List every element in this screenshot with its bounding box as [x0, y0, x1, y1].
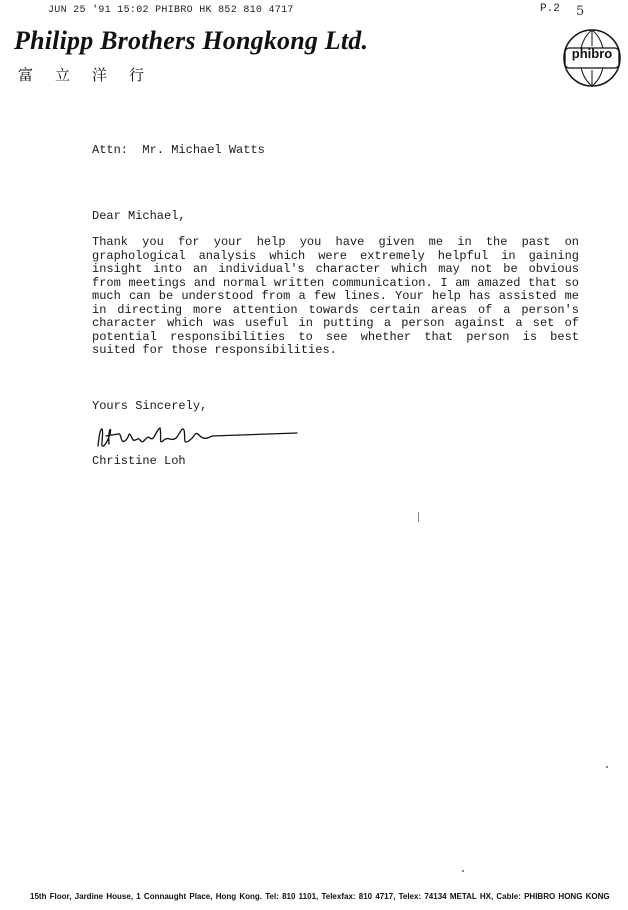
fax-header: JUN 25 '91 15:02 PHIBRO HK 852 810 4717	[48, 5, 294, 16]
signer-name: Christine Loh	[92, 454, 186, 468]
chinese-company-name: 富立洋行	[18, 66, 167, 84]
scan-artifact	[418, 512, 419, 522]
attention-line	[92, 143, 265, 157]
scan-artifact	[606, 766, 608, 768]
attn-label: Attn:	[92, 143, 129, 157]
company-name: Philipp Brothers Hongkong Ltd.	[14, 26, 369, 55]
handwritten-signature	[92, 416, 302, 456]
handwritten-page-mark: 5	[576, 4, 585, 19]
logo-text: phibro	[571, 46, 613, 61]
scan-artifact	[462, 870, 464, 872]
letter-body: Thank you for your help you have given me in the past on graphological analysis which were extremely helpful in gaining insight into an individual's character which may not be obvious from meetings and normal written communication. I am amazed that so much can be understood from a few lines. Your help has assisted me in directing more attention towards certain areas of a person's character which was useful in putting a person against a set of potential responsibilities to see whether that person is best suited for those responsibilities.	[92, 235, 579, 357]
phibro-logo	[562, 28, 622, 88]
footer-address: 15th Floor, Jardine House, 1 Connaught Place, Hong Kong. Tel: 810 1101, Telexfax: 810 4717, Telex: 74134 METAL HX, Cable: PHIBRO HONG KONG	[30, 892, 610, 901]
attn-name: Mr. Michael Watts	[142, 143, 265, 157]
page-number: P.2	[540, 3, 560, 15]
salutation: Dear Michael,	[92, 209, 186, 223]
closing: Yours Sincerely,	[92, 399, 208, 413]
